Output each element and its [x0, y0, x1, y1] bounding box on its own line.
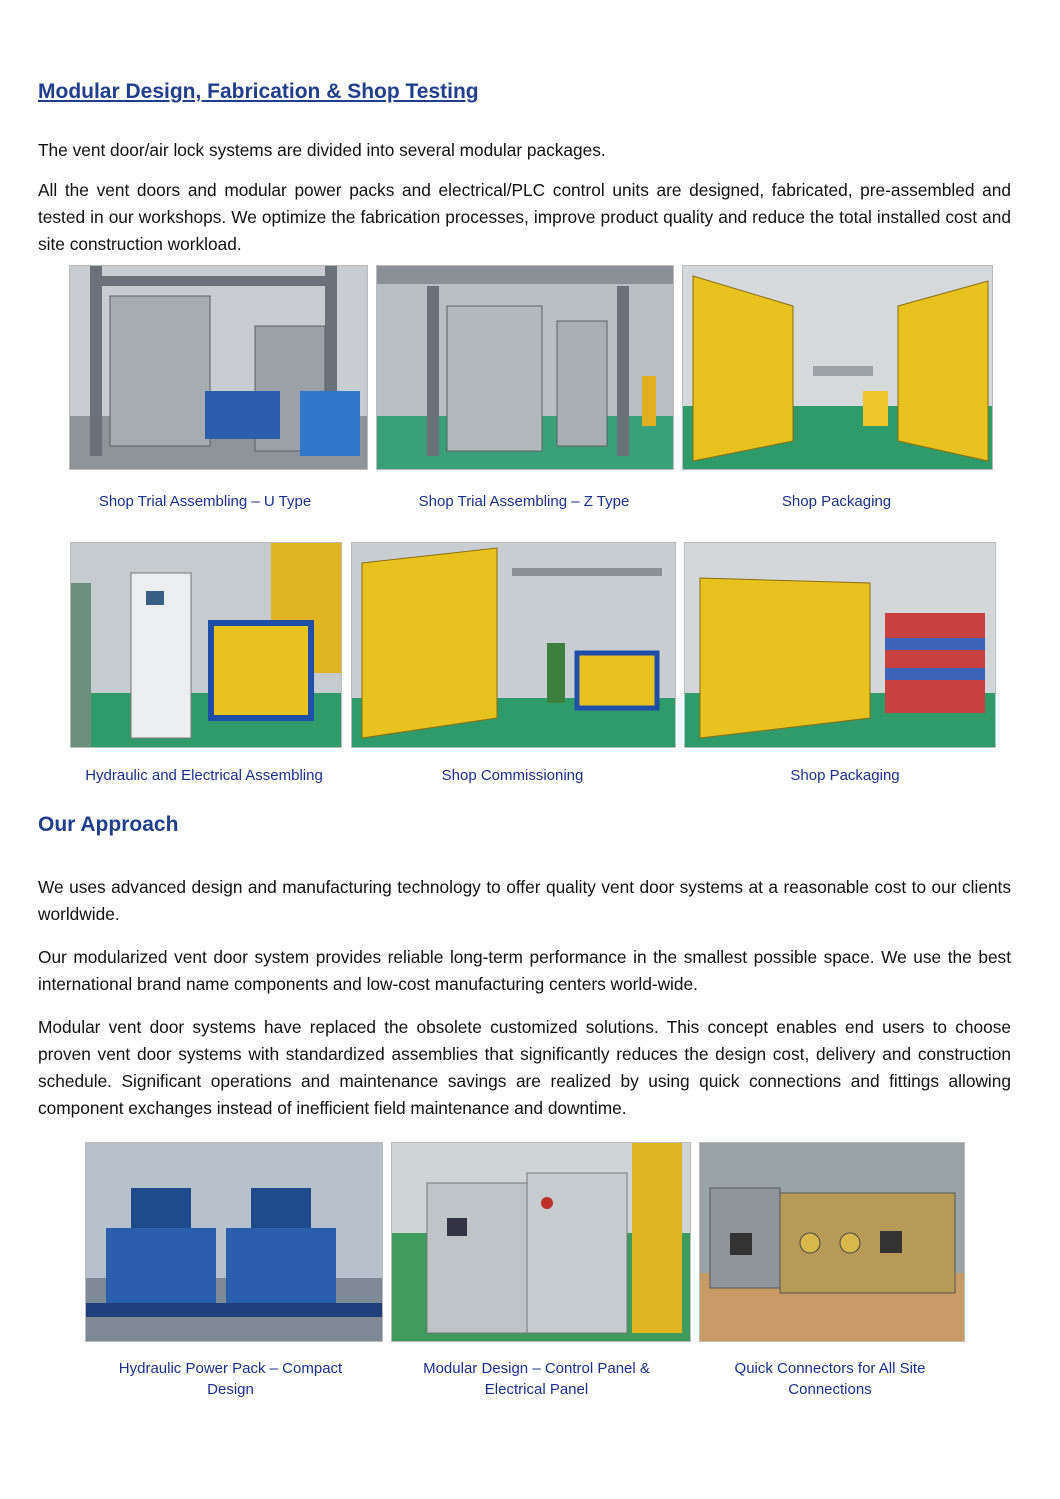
photo-shop-commissioning [351, 542, 676, 748]
photo-u-type-assembly [69, 265, 368, 470]
photo-hydraulic-electrical-assembling [70, 542, 342, 748]
section-heading-our-approach: Our Approach [38, 813, 179, 836]
caption-quick-connectors [699, 1358, 961, 1400]
caption-line-1: Quick Connectors for All Site [734, 1360, 926, 1377]
caption-shop-packaging-2: Shop Packaging [790, 767, 900, 784]
paragraph-approach-2: Our modularized vent door system provides reliable long-term performance in the smallest possible space. We use the best international brand name components and low-cost manufacturing centers world-wide. [38, 947, 1011, 994]
caption-hydraulic-electrical: Hydraulic and Electrical Assembling [85, 767, 323, 784]
caption-line-2: Design [207, 1381, 254, 1398]
photo-shop-packaging-1 [682, 265, 993, 470]
caption-shop-packaging-1: Shop Packaging [781, 493, 892, 510]
photo-z-type-assembly [376, 265, 674, 470]
caption-control-panel [391, 1358, 682, 1400]
paragraph-approach-1: We uses advanced design and manufacturing technology to offer quality vent door systems at a reasonable cost to our clients worldwide. [38, 877, 1011, 924]
caption-line-2: Electrical Panel [484, 1381, 589, 1398]
photo-hydraulic-power-pack [85, 1142, 383, 1342]
photo-control-panel [391, 1142, 691, 1342]
photo-quick-connectors [699, 1142, 965, 1342]
caption-hydraulic-power-pack [85, 1358, 376, 1400]
section-heading-modular-design: Modular Design, Fabrication & Shop Testing [38, 80, 479, 103]
photo-shop-packaging-2 [684, 542, 996, 748]
caption-z-type: Shop Trial Assembling – Z Type [418, 493, 630, 510]
caption-u-type: Shop Trial Assembling – U Type [98, 493, 312, 510]
paragraph-intro: The vent door/air lock systems are divided into several modular packages. [38, 140, 606, 160]
paragraph-approach-3: Modular vent door systems have replaced the obsolete customized solutions. This concept enables end users to choose proven vent door systems with standardized assemblies that significantly reduces the design cost, delivery and construction schedule. Significant operations and maintenance savings are realized by using quick connections and fittings allowing component exchanges instead of inefficient field maintenance and downtime. [38, 1017, 1011, 1118]
caption-line-1: Modular Design – Control Panel & [423, 1360, 650, 1377]
caption-line-1: Hydraulic Power Pack – Compact [118, 1360, 343, 1377]
caption-line-2: Connections [788, 1381, 872, 1398]
paragraph-workshops: All the vent doors and modular power packs and electrical/PLC control units are designed, fabricated, pre-assembled and tested in our workshops. We optimize the fabrication processes, improve product quality and reduce the total installed cost and site construction workload. [38, 180, 1011, 254]
caption-shop-commissioning: Shop Commissioning [441, 767, 584, 784]
